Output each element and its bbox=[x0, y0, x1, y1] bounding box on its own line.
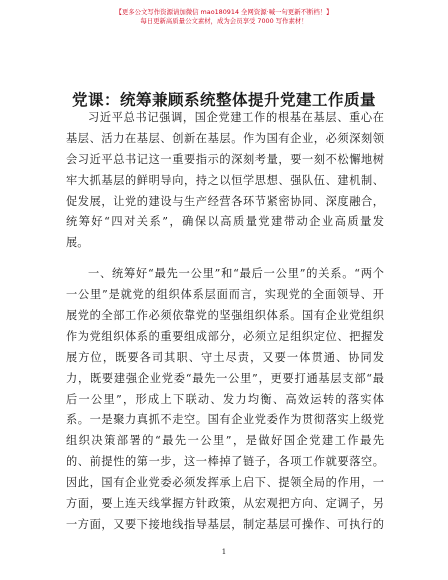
document-title: 党课：统筹兼顾系统整体提升党建工作质量 bbox=[71, 91, 376, 109]
text-line: 组织决策部署的“最先一公里”，是做好国企党建工作最先 bbox=[66, 434, 384, 448]
text-line: 促发展，让党的建设与生产经营各环节紧密协同、深度融合， bbox=[66, 194, 384, 208]
text-line: 基层、活力在基层、创新在基层。作为国有企业，必须深刻领 bbox=[66, 131, 384, 145]
promo-line-1: 【更多公文写作资源请加微信 mao180914 全网资源·喊一句更新不断档！】 bbox=[115, 8, 333, 16]
text-line: 因此，国有企业党委必须发挥承上启下、提领全局的作用，一 bbox=[66, 476, 384, 490]
text-line: 后一公里”，形成上下联动、发力均衡、高效运转的落实体 bbox=[66, 392, 384, 406]
paragraph-1 bbox=[66, 108, 384, 254]
text-line: 统筹好“四对关系”，确保以高质量党建带动企业高质量发 bbox=[66, 215, 384, 229]
text-line: 会习近平总书记这一重要指示的深刻考量，要一刻不松懈地树 bbox=[66, 152, 384, 166]
text-line: 一公里”是就党的组织体系层面而言，实现党的全面领导、开 bbox=[66, 288, 384, 302]
text-line: 展。 bbox=[66, 236, 89, 250]
text-line: 习近平总书记强调，国企党建工作的根基在基层、重心在 bbox=[88, 111, 384, 124]
text-line: 一方面，又要下接地线指导基层，制定基层可操作、可执行的 bbox=[66, 517, 384, 531]
text-line: 作为党组织体系的重要组成部分，必须立足组织定位、把握发 bbox=[66, 329, 384, 343]
promo-banner bbox=[0, 8, 448, 26]
document-body bbox=[66, 108, 384, 536]
text-line: 展方位，既要各司其职、守土尽责，又要一体贯通、协同发 bbox=[66, 350, 384, 364]
page-number: 1 bbox=[221, 548, 227, 556]
promo-line-2: 每日更新高质量公文素材，成为会员享受 7000 写作素材！ bbox=[140, 17, 308, 25]
text-line: 展党的全部工作必须依靠党的坚强组织体系。国有企业党组织 bbox=[66, 309, 384, 323]
text-line: 的、前提性的第一步，这一棒掉了链子，各项工作就要落空。 bbox=[66, 455, 384, 469]
text-line: 系。一是聚力真抓不走空。国有企业党委作为贯彻落实上级党 bbox=[66, 413, 384, 427]
text-line: 牢大抓基层的鲜明导向，持之以恒学思想、强队伍、建机制、 bbox=[66, 173, 384, 187]
paragraph-2 bbox=[66, 264, 384, 536]
text-line: 一、统筹好“最先一公里”和“最后一公里”的关系。“两个 bbox=[88, 267, 384, 281]
text-line: 力，既要建强企业党委“最先一公里”，更要打通基层支部“最 bbox=[66, 371, 384, 385]
text-line: 方面，要上连天线掌握方针政策，从宏观把方向、定调子，另 bbox=[66, 497, 384, 511]
